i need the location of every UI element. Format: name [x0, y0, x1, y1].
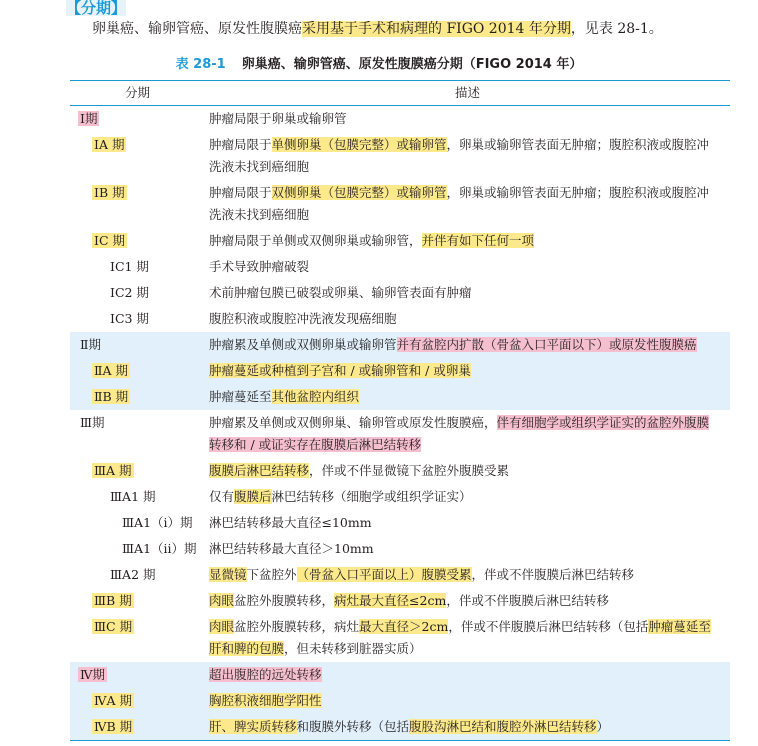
stage-cell	[70, 562, 205, 588]
stage-label: Ⅳ期	[80, 667, 105, 682]
table-row	[70, 562, 730, 588]
stage-cell	[70, 228, 205, 254]
description-cell	[205, 562, 730, 588]
description-cell	[205, 106, 730, 133]
description-segment: 肿瘤局限于	[209, 185, 272, 200]
description-segment: 胸腔积液细胞学阳性	[209, 693, 322, 708]
stage-label: Ⅱ期	[80, 337, 101, 352]
stage-cell	[70, 306, 205, 332]
description-segment: 并伴有如下任何一项	[421, 233, 535, 248]
description-segment: 淋巴结转移最大直径＞10mm	[209, 541, 374, 556]
description-segment: 盆腔外腹膜转移，病灶	[234, 619, 360, 634]
intro-text-end: ，见表 28-1。	[570, 21, 663, 37]
description-segment: 超出腹腔的远处转移	[209, 667, 322, 682]
header-description: 描述	[205, 81, 730, 106]
description-segment: 肿瘤局限于	[209, 137, 272, 152]
description-cell	[205, 614, 730, 662]
description-segment: 肿瘤蔓延至肝和脾的包膜	[209, 619, 711, 656]
description-cell	[205, 280, 730, 306]
table-title: 卵巢癌、输卵管癌、原发性腹膜癌分期（FIGO 2014 年）	[241, 57, 583, 72]
table-row	[70, 410, 730, 458]
description-segment: 伴有细胞学或组织学证实的盆腔外腹膜转移和 / 或证实存在腹膜后淋巴结转移	[209, 415, 710, 452]
description-segment: 肿瘤局限于单侧或双侧卵巢或输卵管，	[209, 233, 422, 248]
stage-label: ⅠC2 期	[110, 285, 149, 300]
description-cell	[205, 332, 730, 358]
table-row	[70, 484, 730, 510]
description-segment: 腹膜后	[234, 489, 272, 504]
table-header-row	[70, 81, 730, 106]
stage-cell	[70, 358, 205, 384]
stage-cell	[70, 510, 205, 536]
stage-cell	[70, 180, 205, 228]
description-segment: （骨盆入口平面以上）腹膜受累	[296, 567, 472, 582]
description-segment: 术前肿瘤包膜已破裂或卵巢、输卵管表面有肿瘤	[209, 285, 472, 300]
stage-label: ⅢA1（ⅰ）期	[122, 515, 193, 530]
table-caption	[0, 54, 758, 76]
description-segment: 下盆腔外	[246, 567, 297, 582]
description-cell	[205, 306, 730, 332]
description-cell	[205, 688, 730, 714]
stage-label: ⅣA 期	[94, 693, 132, 708]
table-row	[70, 614, 730, 662]
description-cell	[205, 458, 730, 484]
description-segment: ，卵巢或输卵管表面无肿瘤；腹腔积液或腹腔冲洗液未找到癌细胞	[209, 185, 710, 222]
staging-table	[70, 80, 730, 741]
table-row	[70, 306, 730, 332]
description-segment: 单侧卵巢（包膜完整）或输卵管	[271, 137, 447, 152]
header-stage: 分期	[70, 81, 205, 106]
stage-cell	[70, 410, 205, 458]
table-row	[70, 358, 730, 384]
description-segment: 肿瘤蔓延或种植到子宫和 / 或输卵管和 / 或卵巢	[209, 363, 471, 378]
description-segment: 肿瘤局限于卵巢或输卵管	[209, 111, 347, 126]
stage-label: ⅢA1 期	[110, 489, 156, 504]
description-segment: 腹膜后淋巴结转移	[209, 463, 310, 478]
description-segment: 肿瘤累及单侧或双侧卵巢、输卵管或原发性腹膜癌，	[209, 415, 497, 430]
description-segment: 腹腔积液或腹腔冲洗液发现癌细胞	[209, 311, 397, 326]
description-segment: 肿瘤累及单侧或双侧卵巢或输卵管	[209, 337, 397, 352]
description-segment: 病灶最大直径≤2cm	[334, 593, 447, 608]
stage-label: ⅢA1（ⅱ）期	[122, 541, 197, 556]
description-segment: ，卵巢或输卵管表面无肿瘤；腹腔积液或腹腔冲洗液未找到癌细胞	[209, 137, 710, 174]
section-heading: 【分期】	[66, 0, 126, 16]
stage-cell	[70, 384, 205, 410]
description-segment: 肉眼	[209, 619, 235, 634]
table-row	[70, 332, 730, 358]
description-segment: 腹股沟淋巴结和腹腔外淋巴结转移	[409, 719, 597, 734]
description-segment: ）	[596, 719, 610, 734]
stage-cell	[70, 332, 205, 358]
table-row	[70, 180, 730, 228]
description-cell	[205, 510, 730, 536]
stage-cell	[70, 536, 205, 562]
stage-cell	[70, 614, 205, 662]
stage-cell	[70, 458, 205, 484]
description-segment: ，伴或不伴显微镜下盆腔外腹膜受累	[309, 463, 510, 478]
description-segment: 淋巴结转移（细胞学或组织学证实）	[271, 489, 472, 504]
description-cell	[205, 536, 730, 562]
description-segment: 肉眼	[209, 593, 235, 608]
intro-text: 卵巢癌、输卵管癌、原发性腹膜癌	[92, 21, 302, 37]
stage-label: Ⅰ期	[80, 111, 98, 126]
stage-cell	[70, 254, 205, 280]
description-cell	[205, 588, 730, 614]
description-cell	[205, 714, 730, 741]
description-cell	[205, 254, 730, 280]
description-cell	[205, 132, 730, 180]
description-segment: 和腹膜外转移（包括	[296, 719, 410, 734]
description-segment: 盆腔外腹膜转移，	[234, 593, 335, 608]
table-row	[70, 280, 730, 306]
description-segment: ，伴或不伴腹膜后淋巴结转移（包括	[448, 619, 649, 634]
description-segment: 并有盆腔内扩散（骨盆入口平面以下）或原发性腹膜癌	[396, 337, 697, 352]
description-segment: 手术导致肿瘤破裂	[209, 259, 310, 274]
stage-label: ⅢA 期	[94, 463, 132, 478]
stage-label: ⅡB 期	[94, 389, 129, 404]
description-segment: 双侧卵巢（包膜完整）或输卵管	[271, 185, 447, 200]
stage-label: ⅢA2 期	[110, 567, 156, 582]
stage-label: ⅠC1 期	[110, 259, 149, 274]
description-segment: 最大直径＞2cm	[359, 619, 449, 634]
stage-label: ⅣB 期	[94, 719, 133, 734]
stage-label: ⅠB 期	[94, 185, 125, 200]
table-row	[70, 458, 730, 484]
table-row	[70, 106, 730, 133]
stage-cell	[70, 662, 205, 688]
table-row	[70, 384, 730, 410]
stage-cell	[70, 688, 205, 714]
table-row	[70, 510, 730, 536]
description-segment: 其他盆腔内组织	[271, 389, 360, 404]
table-row	[70, 132, 730, 180]
stage-label: ⅡA 期	[94, 363, 128, 378]
description-segment: 肿瘤蔓延至	[209, 389, 272, 404]
table-row	[70, 662, 730, 688]
stage-cell	[70, 132, 205, 180]
stage-cell	[70, 714, 205, 741]
description-cell	[205, 228, 730, 254]
stage-label: ⅢB 期	[94, 593, 132, 608]
stage-label: ⅢC 期	[94, 619, 133, 634]
table-row	[70, 228, 730, 254]
table-row	[70, 536, 730, 562]
table-row	[70, 254, 730, 280]
table-row	[70, 588, 730, 614]
description-segment: ，伴或不伴腹膜后淋巴结转移	[471, 567, 635, 582]
description-cell	[205, 662, 730, 688]
stage-cell	[70, 484, 205, 510]
description-segment: ，伴或不伴腹膜后淋巴结转移	[446, 593, 609, 608]
description-cell	[205, 358, 730, 384]
intro-highlight: 采用基于手术和病理的 FIGO 2014 年分期	[302, 21, 571, 37]
description-segment: 仅有	[209, 489, 235, 504]
stage-label: Ⅲ期	[80, 415, 105, 430]
table-row	[70, 714, 730, 741]
stage-label: ⅠA 期	[94, 137, 125, 152]
description-cell	[205, 384, 730, 410]
intro-paragraph	[92, 18, 732, 40]
description-segment: 显微镜	[209, 567, 247, 582]
stage-cell	[70, 280, 205, 306]
table-number: 表 28-1	[175, 57, 226, 72]
description-segment: 淋巴结转移最大直径≤10mm	[209, 515, 372, 530]
description-segment: ，但未转移到脏器实质）	[284, 641, 422, 656]
stage-label: ⅠC3 期	[110, 311, 149, 326]
stage-label: ⅠC 期	[94, 233, 125, 248]
description-segment: 肝、脾实质转移	[209, 719, 297, 734]
description-cell	[205, 180, 730, 228]
stage-cell	[70, 588, 205, 614]
table-row	[70, 688, 730, 714]
description-cell	[205, 484, 730, 510]
description-cell	[205, 410, 730, 458]
stage-cell	[70, 106, 205, 133]
